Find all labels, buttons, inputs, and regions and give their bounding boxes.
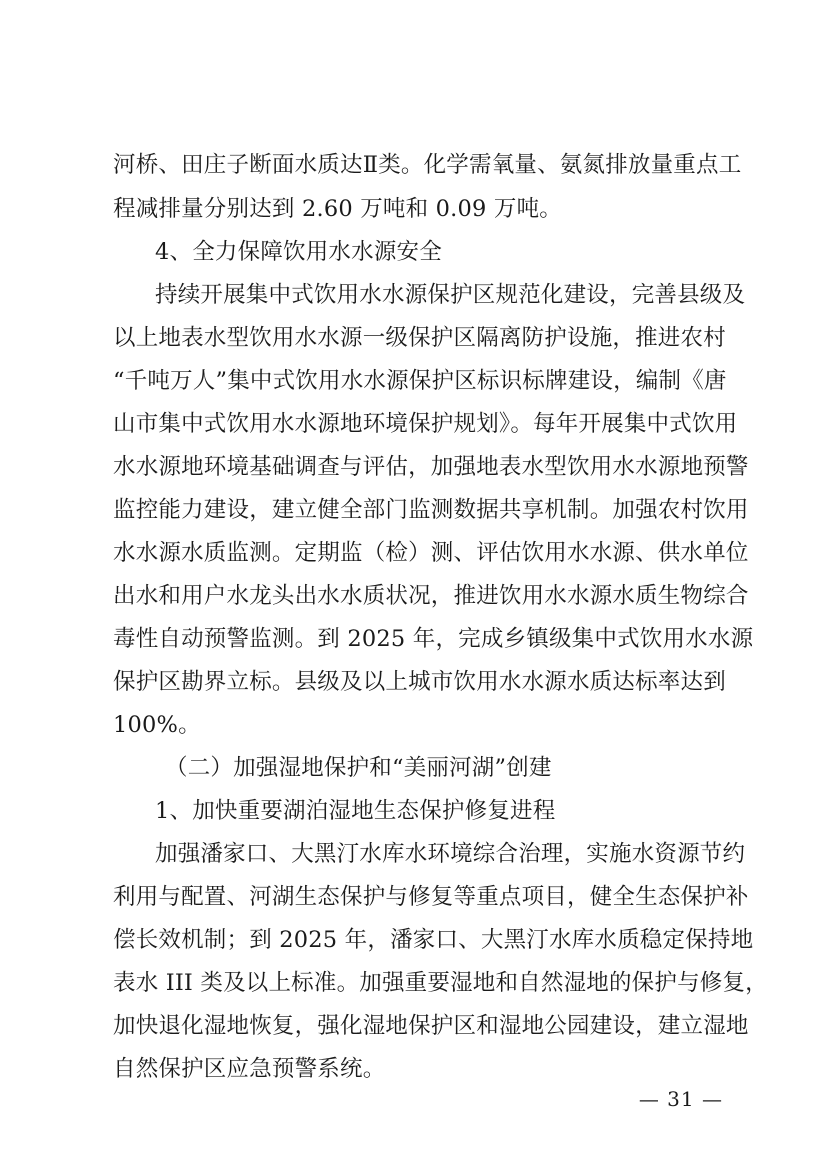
text-line: 表水 III 类及以上标准。加强重要湿地和自然湿地的保护与修复， [113,970,768,996]
text-line: 自然保护区应急预警系统。 [113,1056,386,1082]
subsection-heading: （二）加强湿地保护和“美丽河湖”创建 [165,755,552,781]
text-line: 加强潘家口、大黑汀水库水环境综合治理，实施水资源节约 [155,841,746,867]
text-line: 保护区勘界立标。县级及以上城市饮用水水源水质达标率达到 [113,669,726,695]
section-heading: 4、全力保障饮用水水源安全 [155,239,442,265]
text-line: 100%。 [113,712,201,738]
text-line: 监控能力建设，建立健全部门监测数据共享机制。加强农村饮用 [113,497,749,523]
text-line: 偿长效机制；到 2025 年，潘家口、大黑汀水库水质稳定保持地 [113,927,754,953]
text-line: 毒性自动预警监测。到 2025 年，完成乡镇级集中式饮用水水源 [113,626,754,652]
page-number: — 31 — [638,1087,723,1111]
text-line: 出水和用户水龙头出水水质状况，推进饮用水水源水质生物综合 [113,583,749,609]
section-heading: 1、加快重要湖泊湿地生态保护修复进程 [155,798,556,824]
text-line: “千吨万人”集中式饮用水水源保护区标识标牌建设，编制《唐 [113,368,727,394]
text-line: 利用与配置、河湖生态保护与修复等重点项目，健全生态保护补 [113,884,749,910]
text-line: 山市集中式饮用水水源地环境保护规划》。每年开展集中式饮用 [113,411,738,437]
text-line: 程减排量分别达到 2.60 万吨和 0.09 万吨。 [113,196,563,222]
text-line: 水水源水质监测。定期监（检）测、评估饮用水水源、供水单位 [113,540,749,566]
text-line: 以上地表水型饮用水水源一级保护区隔离防护设施，推进农村 [113,325,726,351]
text-line: 河桥、田庄子断面水质达Ⅱ类。化学需氧量、氨氮排放量重点工 [113,152,742,178]
text-line: 加快退化湿地恢复，强化湿地保护区和湿地公园建设，建立湿地 [113,1013,749,1039]
text-line: 水水源地环境基础调查与评估，加强地表水型饮用水水源地预警 [113,454,749,480]
text-line: 持续开展集中式饮用水水源保护区规范化建设，完善县级及 [155,282,746,308]
